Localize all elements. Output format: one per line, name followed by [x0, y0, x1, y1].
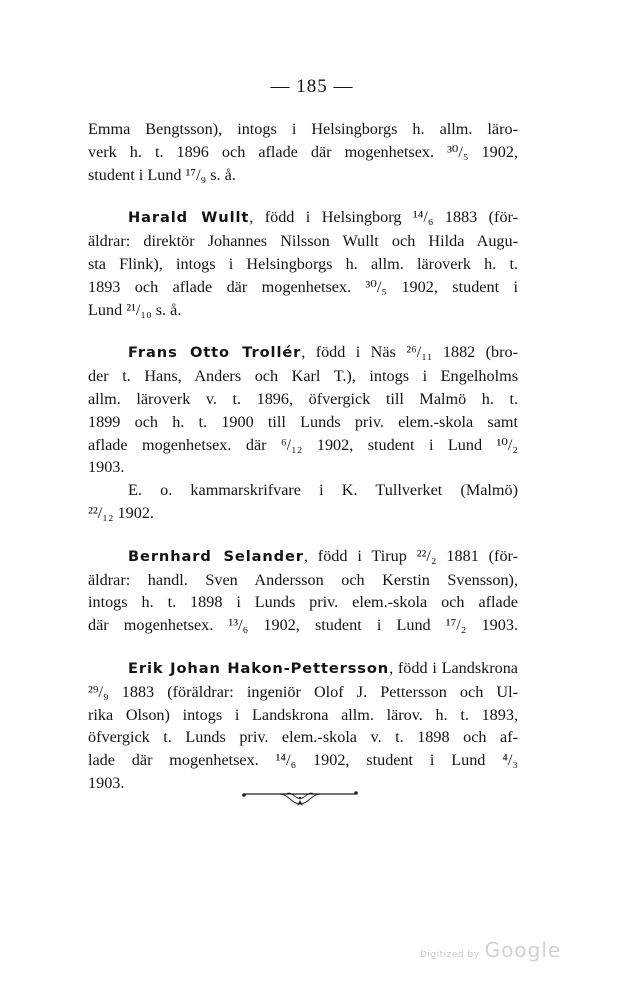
text-line: 1903. — [88, 773, 125, 792]
text-line: 1899 och h. t. 1900 till Lunds priv. elem.-skola samt — [88, 412, 518, 431]
text-line: allm. läroverk v. t. 1896, öfvergick till Malmö h. t. — [88, 389, 518, 408]
page-content — [88, 118, 518, 795]
text-line: lade där mogenhetsex. ¹⁴/₆ 1902, student i Lund ⁴/₃ — [88, 751, 518, 770]
text-fragment: , född i Landskrona — [389, 658, 518, 677]
text-line: äldrar: handl. Sven Andersson och Kerstin Svensson), — [88, 570, 518, 589]
text-line: der t. Hans, Anders och Karl T.), intogs i Engelholms — [88, 367, 518, 386]
text-fragment: , född i Näs ²⁶/₁₁ 1882 (bro- — [301, 343, 519, 362]
text-fragment: , född i Helsingborg ¹⁴/₆ 1883 (för- — [249, 208, 518, 227]
ornament-divider-icon — [240, 786, 360, 810]
person-name: Bernhard Selander — [128, 547, 304, 565]
text-line: där mogenhetsex. ¹³/₆ 1902, student i Lund ¹⁷/₂ 1903. — [88, 616, 518, 635]
text-line: Emma Bengtsson), intogs i Helsingborgs h. allm. läro- — [88, 120, 518, 138]
text-line: sta Flink), intogs i Helsingborgs h. allm. läroverk h. t. — [88, 254, 518, 273]
text-line: verk h. t. 1896 och aflade där mogenhetsex. ³⁰/₅ 1902, — [88, 142, 518, 161]
person-name: Erik Johan Hakon-Pettersson — [128, 659, 390, 677]
entry-frans-otto-troller — [88, 341, 518, 479]
text-fragment: , född i Tirup ²²/₂ 1881 (för- — [303, 546, 518, 565]
text-line: aflade mogenhetsex. där ⁶/₁₂ 1902, student i Lund ¹⁰/₂ — [88, 435, 518, 454]
person-name: Frans Otto Trollér — [128, 344, 302, 362]
page-number: — 185 — — [270, 76, 354, 97]
text-line: student i Lund ¹⁷/₉ s. å. — [88, 165, 236, 184]
text-line — [88, 341, 518, 365]
text-line: rika Olson) intogs i Landskrona allm. lärov. h. t. 1893, — [88, 705, 518, 724]
entry-harald-wullt — [88, 206, 518, 321]
person-name: Harald Wullt — [128, 209, 250, 227]
text-line — [88, 545, 518, 569]
text-line — [88, 206, 518, 230]
paragraph-continuation — [88, 118, 518, 186]
entry-bernhard-selander — [88, 545, 518, 637]
text-line: Lund ²¹/₁₀ s. å. — [88, 300, 182, 319]
text-line: äldrar: direktör Johannes Nilsson Wullt och Hilda Augu- — [88, 232, 518, 251]
entry-note — [88, 479, 518, 525]
watermark-small-text: Digitized by — [420, 950, 480, 960]
text-line: 1903. — [88, 458, 125, 477]
text-line: öfvergick t. Lunds priv. elem.-skola v. t. 1898 och af- — [88, 728, 518, 747]
text-line: 1893 och aflade där mogenhetsex. ³⁰/₅ 1902, student i — [88, 277, 518, 296]
text-line: intogs h. t. 1898 i Lunds priv. elem.-skola och aflade — [88, 593, 518, 612]
text-line: ²⁹/₉ 1883 (föräldrar: ingeniör Olof J. Pettersson och Ul- — [88, 682, 518, 701]
text-line: E. o. kammarskrifvare i K. Tullverket (Malmö) — [128, 481, 518, 500]
entry-erik-johan-hakon-pettersson — [88, 657, 518, 795]
watermark-logo-text: Google — [484, 938, 562, 962]
text-line: ²²/₁₂ 1902. — [88, 503, 154, 522]
digitization-watermark — [420, 938, 561, 962]
text-line — [88, 657, 518, 681]
